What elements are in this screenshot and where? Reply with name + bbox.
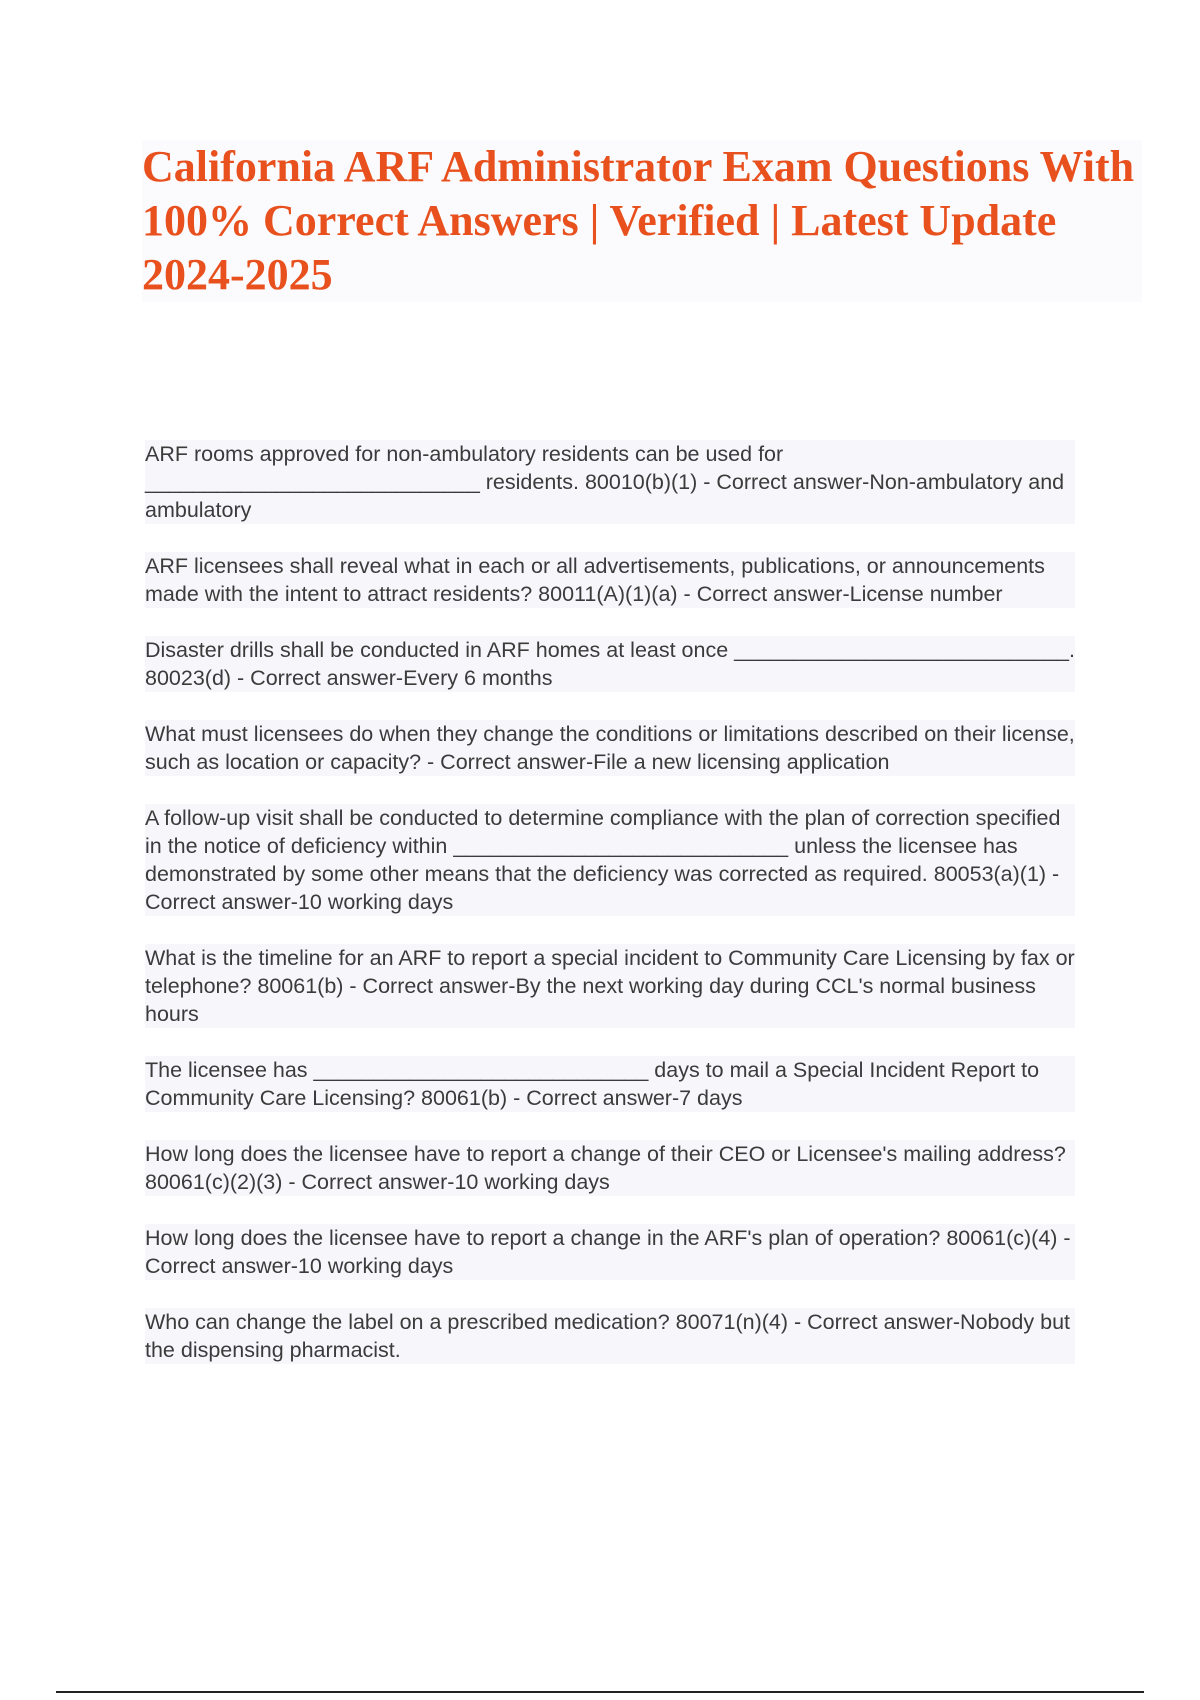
qa-item-5: A follow-up visit shall be conducted to determine compliance with the plan of correction specified in the notice of deficiency within ____________________________ unless the licensee has demonstrated by some other means that the deficiency was corrected as required. 80053(a)(1) - Correct answer-10 working days — [145, 804, 1075, 916]
qa-item-4: What must licensees do when they change the conditions or limitations described on their license, such as location or capacity? - Correct answer-File a new licensing application — [145, 722, 1081, 774]
qa-list — [145, 440, 1081, 1392]
qa-item-8: How long does the licensee have to report a change of their CEO or Licensee's mailing address? 80061(c)(2)(3) - Correct answer-10 working days — [145, 1140, 1075, 1196]
qa-item-2: ARF licensees shall reveal what in each or all advertisements, publications, or announcements made with the intent to attract residents? 80011(A)(1)(a) - Correct answer-License number — [145, 552, 1075, 608]
qa-item-6: What is the timeline for an ARF to report a special incident to Community Care Licensing by fax or telephone? 80061(b) - Correct answer-By the next working day during CCL's normal business hours — [145, 946, 1081, 1026]
footer-divider — [56, 1691, 1144, 1693]
qa-item-1: ARF rooms approved for non-ambulatory residents can be used for ____________________________ residents. 80010(b)(1) - Correct answer-Non-ambulatory and ambulatory — [145, 440, 1075, 524]
qa-item-9: How long does the licensee have to report a change in the ARF's plan of operation? 80061(c)(4) - Correct answer-10 working days — [145, 1226, 1077, 1278]
qa-item-10: Who can change the label on a prescribed medication? 80071(n)(4) - Correct answer-Nobody but the dispensing pharmacist. — [145, 1310, 1076, 1362]
document-title: California ARF Administrator Exam Questions With 100% Correct Answers | Verified | Latest Update 2024-2025 — [142, 140, 1142, 302]
qa-item-3: Disaster drills shall be conducted in ARF homes at least once ____________________________. 80023(d) - Correct answer-Every 6 months — [145, 638, 1081, 690]
qa-item-7: The licensee has ____________________________ days to mail a Special Incident Report to Community Care Licensing? 80061(b) - Correct answer-7 days — [145, 1056, 1075, 1112]
